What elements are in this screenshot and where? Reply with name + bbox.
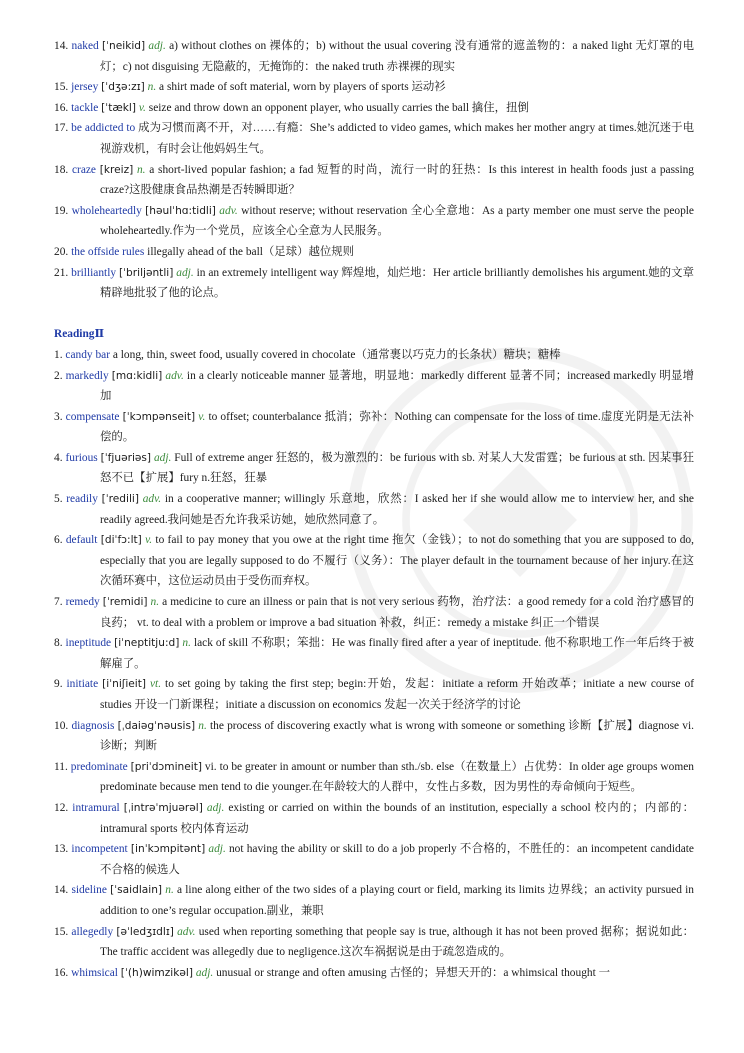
entry-definition: without reserve; without reservation 全心全意地：As a party member one must serve the people wholeheartedly.作为一个党员，应该全心全意为人民服务。: [100, 204, 694, 238]
entry-number: 16.: [54, 966, 69, 979]
entry-number: 4.: [54, 451, 63, 464]
vocab-entry: [54, 839, 694, 880]
entry-definition: not having the ability or skill to do a job properly 不合格的，不胜任的：an incompetent candidate 不合格的候选人: [100, 843, 694, 876]
entry-number: 1.: [54, 348, 63, 361]
entry-number: 5.: [54, 493, 63, 506]
vocab-entry: [54, 345, 694, 366]
entry-phonetic: [həulˈhɑ:tidli]: [145, 204, 216, 217]
vocab-entry: [54, 98, 694, 119]
entry-number: 3.: [54, 410, 63, 423]
entry-number: 7.: [54, 596, 63, 609]
entry-number: 15.: [54, 925, 69, 938]
entry-part-of-speech: v.: [145, 534, 153, 547]
entry-phonetic: [ˈredili]: [101, 493, 139, 506]
entry-part-of-speech: v.: [138, 101, 146, 114]
vocab-entry: [54, 366, 694, 407]
entry-part-of-speech: adj.: [195, 966, 214, 979]
entry-phonetic: [mɑ:kidli]: [111, 369, 163, 382]
entry-number: 9.: [54, 678, 63, 691]
entry-word: initiate: [66, 678, 99, 691]
entry-number: 16.: [54, 101, 69, 114]
entry-definition: existing or carried on within the bounds of an institution, especially a school 校内的；内部的：intramural sports 校内体育运动: [100, 801, 694, 835]
entry-part-of-speech: n.: [150, 596, 160, 609]
entry-word: remedy: [65, 596, 100, 609]
entry-part-of-speech: adj.: [153, 451, 172, 464]
entry-phonetic: [ˈsaidlain]: [110, 884, 163, 897]
entry-part-of-speech: vt.: [150, 678, 162, 691]
vocab-entry: [54, 592, 694, 633]
entry-number: 17.: [54, 122, 69, 135]
vocab-entry: [54, 716, 694, 757]
entry-phonetic: [ˈfjuəriəs]: [100, 451, 152, 464]
entry-definition: a medicine to cure an illness or pain that is not very serious 药物，治疗法：a good remedy for a cold 治疗感冒的良药； vt. to deal with a problem or improve a bad situation 补救，纠正：remedy a mistake 纠正一个错误: [100, 596, 694, 629]
entry-word: default: [65, 534, 98, 547]
entry-number: 21.: [54, 266, 69, 279]
vocab-entry: [54, 633, 694, 674]
entry-definition: a) without clothes on 裸体的；b) without the usual covering 没有通常的遮盖物的：a naked light 无灯罩的电灯；c) not disguising 无隐蔽的，无掩饰的：the naked truth 赤裸裸的现实: [100, 40, 694, 73]
entry-phonetic: [ˈtækl]: [101, 101, 136, 114]
entry-definition: to set going by taking the first step; begin:开始，发起：initiate a reform 开始改革；initiate a new course of studies 开设一门新课程；initiate a discussion on economics 发起一次关于经济学的讨论: [100, 678, 695, 711]
entry-word: the offside rules: [71, 245, 145, 258]
entry-definition: a line along either of the two sides of a playing court or field, marking its limits 边界线；an activity pursued in addition to one’s regular occupation.副业，兼职: [100, 884, 694, 917]
entry-word: jersey: [71, 81, 99, 94]
entry-part-of-speech: n.: [198, 719, 207, 732]
entry-definition: used when reporting something that people say is true, although it has not been proved 据称；据说如此：The traffic accident was allegedly due to negligence.这次车祸据说是由于疏忽造成的。: [100, 925, 694, 959]
entry-part-of-speech: adj.: [148, 40, 166, 52]
entry-definition: to offset; counterbalance 抵消；弥补：Nothing can compensate for the loss of time.虚度光阴是无法补偿的。: [100, 410, 694, 444]
entry-word: diagnosis: [71, 719, 115, 732]
entry-number: 19.: [54, 204, 69, 217]
entry-word: predominate: [70, 760, 128, 773]
vocab-entry: [54, 757, 694, 798]
entry-part-of-speech: n.: [182, 637, 191, 650]
vocab-entry: [54, 160, 694, 201]
entry-word: markedly: [65, 369, 109, 382]
entry-part-of-speech: n.: [136, 163, 146, 176]
entry-number: 6.: [54, 534, 63, 547]
entry-definition: in an extremely intelligent way 辉煌地，灿烂地：Her article brilliantly demolishes his argument.她的文章精辟地批驳了他的论点。: [100, 266, 694, 300]
vocab-entry: [54, 880, 694, 921]
entry-definition: in a cooperative manner; willingly 乐意地，欣然：I asked her if she would allow me to interview her, and she readily agreed.我问她是否允许我采访她，她欣然同意了。: [100, 493, 694, 526]
entry-definition: the process of discovering exactly what is wrong with someone or something 诊断【扩展】diagnose vi. 诊断；判断: [100, 719, 694, 753]
entry-phonetic: [ˈ(h)wimzikəl]: [120, 966, 193, 979]
entry-number: 11.: [54, 760, 68, 773]
entry-phonetic: [ˈdʒə:zɪ]: [101, 81, 145, 94]
entry-definition: a long, thin, sweet food, usually covered in chocolate（通常裹以巧克力的长条状）糖块；糖棒: [112, 348, 561, 361]
vocab-entry: [54, 263, 694, 304]
entry-part-of-speech: adj.: [176, 266, 194, 279]
entry-word: brilliantly: [71, 266, 117, 279]
entry-definition: to fail to pay money that you owe at the right time 拖欠（金钱）；to not do something that you are supposed to do, especially that you are legally supposed to do 不履行（义务）：The player default in the tournament because of her injury.在这次循环赛中，这位运动员由于受伤而弃权。: [100, 534, 694, 588]
entry-word: furious: [65, 451, 98, 464]
entry-word: wholeheartedly: [71, 204, 142, 217]
entry-number: 15.: [54, 81, 69, 94]
entry-phonetic: [priˈdɔmineit]: [130, 760, 202, 773]
entry-definition: seize and throw down an opponent player, who usually carries the ball 擒住，扭倒: [148, 101, 529, 114]
entry-number: 14.: [54, 884, 69, 897]
vocabulary-list-reading-ii: [54, 345, 694, 983]
entry-part-of-speech: n.: [165, 884, 174, 897]
entry-definition: in a clearly noticeable manner 显著地，明显地：markedly different 显著不同；increased markedly 明显增加: [100, 369, 694, 403]
entry-definition: a short-lived popular fashion; a fad 短暂的时尚，流行一时的狂热：Is this interest in health foods just a passing craze?这股健康食品热潮是否转瞬即逝？: [100, 163, 695, 197]
vocab-entry: [54, 963, 694, 984]
entry-number: 10.: [54, 719, 69, 732]
entry-phonetic: [ˌintrəˈmjuərəl]: [123, 801, 203, 814]
vocab-entry: [54, 77, 694, 98]
entry-part-of-speech: adv.: [219, 204, 238, 217]
entry-word: tackle: [71, 101, 99, 114]
section-title: ReadingⅡ: [54, 328, 105, 341]
entry-part-of-speech: v.: [198, 410, 206, 423]
vocab-entry: [54, 674, 694, 715]
entry-word: craze: [71, 163, 96, 176]
entry-phonetic: [əˈledʒɪdlɪ]: [116, 925, 174, 938]
entry-word: whimsical: [71, 966, 118, 979]
entry-phonetic: [ˈbriljəntli]: [119, 266, 174, 279]
entry-phonetic: [iˈneptitju:d]: [114, 637, 180, 650]
entry-word: ineptitude: [65, 637, 112, 650]
entry-word: allegedly: [71, 925, 114, 938]
entry-phonetic: [ˈkɔmpənseit]: [122, 410, 196, 423]
entry-word: sideline: [71, 884, 107, 897]
vocab-entry: [54, 201, 694, 242]
entry-part-of-speech: n.: [147, 81, 157, 94]
vocab-entry: [54, 448, 694, 489]
entry-phonetic: [inˈkɔmpitənt]: [130, 843, 206, 856]
entry-part-of-speech: adj.: [208, 843, 226, 856]
entry-phonetic: [iˈniʃieit]: [102, 678, 147, 691]
entry-definition: lack of skill 不称职；笨拙：He was finally fired after a year of ineptitude. 他不称职地工作一年后终于被解雇了。: [100, 637, 694, 670]
entry-definition: illegally ahead of the ball（足球）越位规则: [147, 245, 355, 258]
entry-phonetic: [diˈfɔ:lt]: [100, 534, 142, 547]
vocab-entry: [54, 798, 694, 839]
vocab-entry: [54, 530, 694, 592]
vocab-entry: [54, 922, 694, 963]
entry-word: readily: [66, 493, 98, 506]
entry-number: 14.: [54, 40, 69, 52]
entry-word: intramural: [72, 801, 120, 814]
vocab-entry: [54, 489, 694, 530]
entry-phonetic: [ˈneikid]: [101, 40, 146, 52]
entry-part-of-speech: adj.: [206, 801, 225, 814]
entry-definition: unusual or strange and often amusing 古怪的；异想天开的：a whimsical thought 一: [216, 966, 610, 979]
vocabulary-list-continued: [54, 36, 694, 304]
entry-number: 13.: [54, 843, 69, 856]
entry-definition: 成为习惯而离不开，对……有瘾：She’s addicted to video games, which makes her mother angry at times.她沉迷于电视游戏机，有时会让他妈妈生气。: [100, 122, 694, 155]
entry-part-of-speech: adv.: [165, 369, 184, 382]
vocab-entry: [54, 407, 694, 448]
entry-part-of-speech: adv.: [177, 925, 196, 938]
entry-definition: a shirt made of soft material, worn by players of sports 运动衫: [159, 81, 446, 94]
entry-number: 20.: [54, 245, 69, 258]
entry-phonetic: [kreiz]: [99, 163, 134, 176]
entry-part-of-speech: adv.: [142, 493, 162, 506]
entry-phonetic: [ˈremidi]: [102, 596, 148, 609]
entry-word: candy bar: [65, 348, 110, 361]
entry-number: 12.: [54, 801, 69, 814]
entry-definition: Full of extreme anger 狂怒的，极为激烈的：be furious with sb. 对某人大发雷霆；be furious at sth. 因某事狂怒不已【扩展】fury n.狂怒，狂暴: [100, 451, 694, 485]
entry-word: incompetent: [71, 843, 128, 856]
entry-word: naked: [71, 40, 99, 52]
entry-number: 8.: [54, 637, 63, 650]
entry-word: compensate: [65, 410, 120, 423]
vocab-entry: [54, 36, 694, 77]
entry-phonetic: [ˌdaiəgˈnəusis]: [117, 719, 196, 732]
entry-definition: vi. to be greater in amount or number than sth./sb. else（在数量上）占优势：In older age groups women predominate because men tend to die younger.在年龄较大的人群中，女性占多数，因为男性的寿命倾向于短些。: [100, 760, 694, 794]
document-page: [54, 36, 694, 983]
section-gap: [54, 304, 694, 325]
entry-number: 18.: [54, 163, 69, 176]
entry-number: 2.: [54, 369, 63, 382]
vocab-entry: [54, 242, 694, 263]
entry-word: be addicted to: [71, 122, 136, 135]
vocab-entry: [54, 118, 694, 159]
